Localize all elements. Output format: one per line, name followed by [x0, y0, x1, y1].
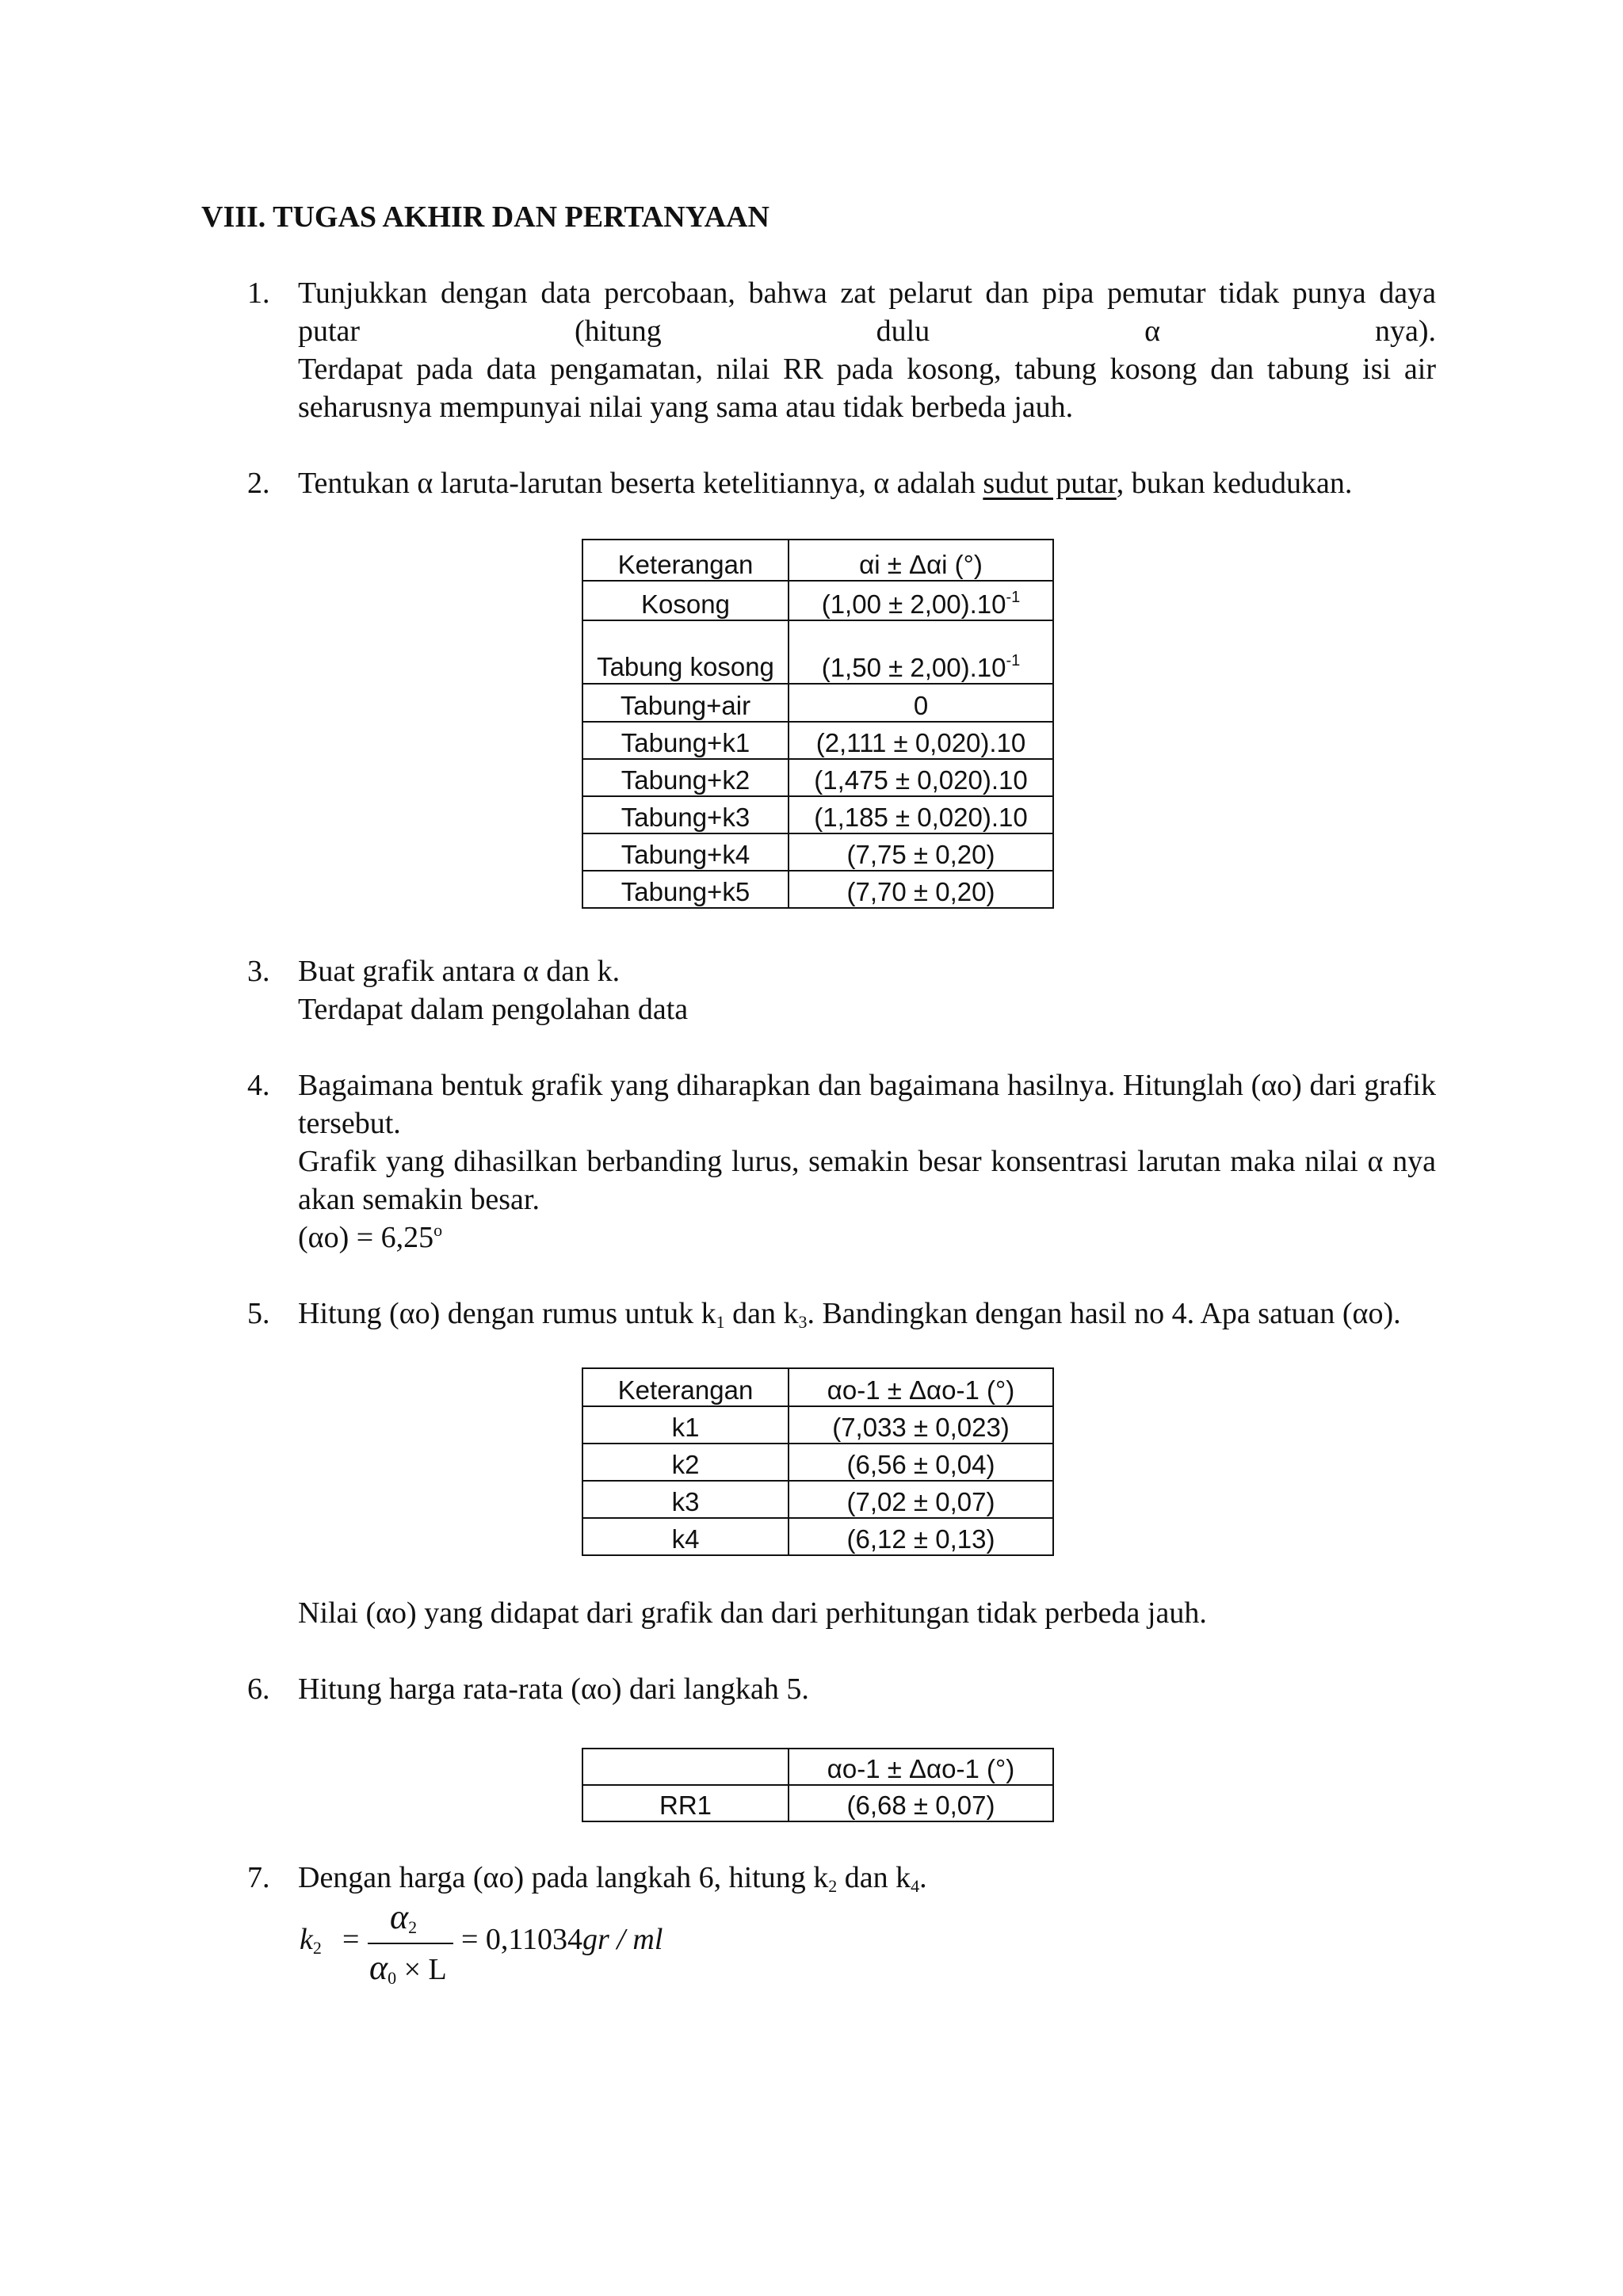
table-header-alpha0: αo-1 ± Δαo-1 (°)	[789, 1749, 1053, 1785]
item-7-question: Dengan harga (αo) pada langkah 6, hitung $k_2$ dan $k_4$.	[298, 1861, 927, 1896]
item-7-number: 7.	[247, 1861, 270, 1894]
table-cell-label: Tabung+air	[582, 684, 789, 722]
table-cell-value: (2,111 ± 0,020).10	[789, 722, 1053, 759]
table-row	[582, 1444, 1053, 1481]
table-cell-value: (7,033 ± 0,023)	[789, 1406, 1053, 1444]
table-cell-value: (6,56 ± 0,04)	[789, 1444, 1053, 1481]
table-alpha-values	[582, 539, 1054, 909]
item-3-question: Buat grafik antara α dan k.	[298, 955, 621, 988]
item-4-result: $(\alpha o) = 6,25^o$	[298, 1220, 443, 1254]
item-5-question: Hitung (αo) dengan rumus untuk $k_1$ dan $k_3$. Bandingkan dengan hasil no 4. Apa satuan (αo).	[298, 1297, 1401, 1332]
table-header-row	[582, 540, 1053, 581]
formula-equals: =	[342, 1923, 360, 1956]
table-cell-label: RR1	[582, 1785, 789, 1821]
table-row	[582, 1481, 1053, 1518]
table-header-keterangan: Keterangan	[582, 1368, 789, 1406]
table-cell-value: (1,185 ± 0,020).10	[789, 796, 1053, 833]
formula-fraction-bar	[368, 1943, 453, 1944]
item-4-question: Bagaimana bentuk grafik yang diharapkan dan bagaimana hasilnya. Hitunglah (αo) dari grafik tersebut.	[298, 1069, 1436, 1140]
table-row	[582, 833, 1053, 871]
item-1-number: 1.	[247, 277, 270, 310]
table-row	[582, 620, 1053, 684]
item-6-number: 6.	[247, 1672, 270, 1706]
item-5-number: 5.	[247, 1297, 270, 1330]
table-cell-label: Tabung+k1	[582, 722, 789, 759]
table-cell-label: k4	[582, 1518, 789, 1555]
table-header-alpha: αi ± Δαi (°)	[789, 540, 1053, 581]
item-2-question-underlined: sudut putar	[983, 467, 1117, 500]
item-3-number: 3.	[247, 955, 270, 988]
table-row	[582, 796, 1053, 833]
table-cell-label: Tabung+k3	[582, 796, 789, 833]
table-cell-value: (7,02 ± 0,07)	[789, 1481, 1053, 1518]
item-4-answer: Grafik yang dihasilkan berbanding lurus, semakin besar konsentrasi larutan maka nilai α nya akan semakin besar.	[298, 1145, 1436, 1216]
table-cell-value: $(1,00 \pm 2,00).10^{-1}$	[789, 581, 1053, 620]
table-row	[582, 1518, 1053, 1555]
table-alpha0-values	[582, 1367, 1054, 1556]
table-header-keterangan: Keterangan	[582, 540, 789, 581]
table-cell-label: Tabung+k2	[582, 759, 789, 796]
table-row	[582, 1785, 1053, 1821]
item-5-answer: Nilai (αo) yang didapat dari grafik dan dari perhitungan tidak perbeda jauh.	[298, 1596, 1207, 1630]
table-cell-label: Kosong	[582, 581, 789, 620]
table-header-empty	[582, 1749, 789, 1785]
item-6-question: Hitung harga rata-rata (αo) dari langkah 5.	[298, 1672, 809, 1706]
formula-result: = 0,11034gr / ml	[461, 1923, 663, 1956]
section-title: VIII. TUGAS AKHIR DAN PERTANYAAN	[201, 200, 769, 234]
table-cell-value: (6,68 ± 0,07)	[789, 1785, 1053, 1821]
table-row	[582, 684, 1053, 722]
item-2-question	[298, 464, 1436, 502]
table-row	[582, 1406, 1053, 1444]
table-header-row	[582, 1749, 1053, 1785]
table-cell-label: k2	[582, 1444, 789, 1481]
table-cell-value: (1,475 ± 0,020).10	[789, 759, 1053, 796]
table-header-alpha0: αo-1 ± Δαo-1 (°)	[789, 1368, 1053, 1406]
formula-k2	[298, 1897, 773, 1989]
table-row	[582, 871, 1053, 908]
table-average	[582, 1748, 1054, 1822]
table-row	[582, 759, 1053, 796]
table-cell-value: (7,70 ± 0,20)	[789, 871, 1053, 908]
table-cell-value: 0	[789, 684, 1053, 722]
table-cell-label: Tabung+k5	[582, 871, 789, 908]
table-cell-label: k1	[582, 1406, 789, 1444]
table-cell-label: Tabung+k4	[582, 833, 789, 871]
table-cell-value: (6,12 ± 0,13)	[789, 1518, 1053, 1555]
table-cell-label: k3	[582, 1481, 789, 1518]
item-4-number: 4.	[247, 1069, 270, 1102]
table-cell-value: $(1,50 \pm 2,00).10^{-1}$	[789, 620, 1053, 684]
formula-denominator: $\alpha_0 \times L$	[369, 1948, 447, 1988]
item-1-question: Tunjukkan dengan data percobaan, bahwa zat pelarut dan pipa pemutar tidak punya daya putar (hitung dulu α nya).	[298, 277, 1436, 348]
formula-lhs: $k_2$	[300, 1923, 322, 1958]
table-row	[582, 581, 1053, 620]
table-cell-label: Tabung kosong	[582, 620, 789, 684]
item-1-answer: Terdapat pada data pengamatan, nilai RR pada kosong, tabung kosong dan tabung isi air seharusnya mempunyai nilai yang sama atau tidak berbeda jauh.	[298, 353, 1436, 424]
table-cell-value: (7,75 ± 0,20)	[789, 833, 1053, 871]
item-2-number: 2.	[247, 467, 270, 500]
item-3-answer: Terdapat dalam pengolahan data	[298, 993, 689, 1026]
table-header-row	[582, 1368, 1053, 1406]
formula-numerator: $\alpha_2$	[390, 1897, 418, 1937]
item-2-question-part1: Tentukan α laruta-larutan beserta ketelitiannya, α adalah	[298, 467, 976, 500]
table-row	[582, 722, 1053, 759]
item-2-question-part2: , bukan kedudukan.	[1116, 467, 1353, 500]
